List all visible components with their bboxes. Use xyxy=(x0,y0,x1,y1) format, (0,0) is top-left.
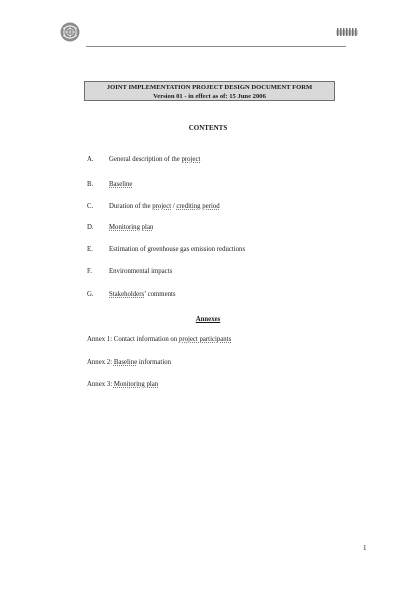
un-emblem-icon xyxy=(60,22,80,42)
toc-item-letter: A. xyxy=(87,156,94,163)
text-segment: Annex 3: xyxy=(87,381,114,388)
form-version: Version 01 - in effect as of: 15 June 2006 xyxy=(153,93,266,100)
spellcheck-marked-text: Baseline xyxy=(113,359,138,366)
toc-item-letter: D. xyxy=(87,224,94,231)
text-segment: Duration of the xyxy=(109,203,153,210)
toc-item-title xyxy=(109,155,200,164)
toc-item-title xyxy=(109,245,245,254)
toc-item-letter: F. xyxy=(87,268,92,275)
toc-item-letter: B. xyxy=(87,181,94,188)
spellcheck-marked-text: Monitoring plan xyxy=(109,224,154,231)
annex-item[interactable] xyxy=(87,335,231,344)
page-number: 1 xyxy=(363,544,367,552)
unfccc-logo-icon xyxy=(336,26,358,38)
spellcheck-marked-text: Stakeholders xyxy=(109,291,145,298)
text-segment: General description of the xyxy=(109,156,182,163)
toc-item-letter: G. xyxy=(87,291,94,298)
spellcheck-marked-text: crediting period xyxy=(176,203,220,210)
contents-heading: CONTENTS xyxy=(188,124,228,132)
text-segment: / xyxy=(171,203,177,210)
annexes-heading: Annexes xyxy=(195,316,221,323)
text-segment: ’ comments xyxy=(144,291,176,298)
toc-item-title xyxy=(109,223,153,232)
toc-item-letter: C. xyxy=(87,203,94,210)
toc-item-title xyxy=(109,180,132,189)
spellcheck-marked-text: Baseline xyxy=(109,181,133,188)
spellcheck-marked-text: project xyxy=(152,203,172,210)
text-segment: Annex 2: xyxy=(87,359,114,366)
spellcheck-marked-text: project xyxy=(181,156,201,163)
annex-item[interactable] xyxy=(87,380,158,389)
spellcheck-marked-text: project participants xyxy=(178,336,232,343)
toc-item-title xyxy=(109,202,220,211)
annex-item[interactable] xyxy=(87,358,171,367)
text-segment: Estimation of greenhouse gas emission reductions xyxy=(109,246,246,253)
text-segment: Environmental impacts xyxy=(109,268,173,275)
form-title-box xyxy=(84,81,335,101)
text-segment: information xyxy=(137,359,172,366)
header-divider xyxy=(86,46,346,47)
form-title: JOINT IMPLEMENTATION PROJECT DESIGN DOCUMENT FORM xyxy=(106,84,313,91)
toc-item-letter: E. xyxy=(87,246,93,253)
toc-item-title xyxy=(109,267,172,276)
spellcheck-marked-text: Monitoring plan xyxy=(113,381,159,388)
toc-item-title xyxy=(109,290,176,299)
text-segment: Annex 1: Contact information on xyxy=(87,336,179,343)
